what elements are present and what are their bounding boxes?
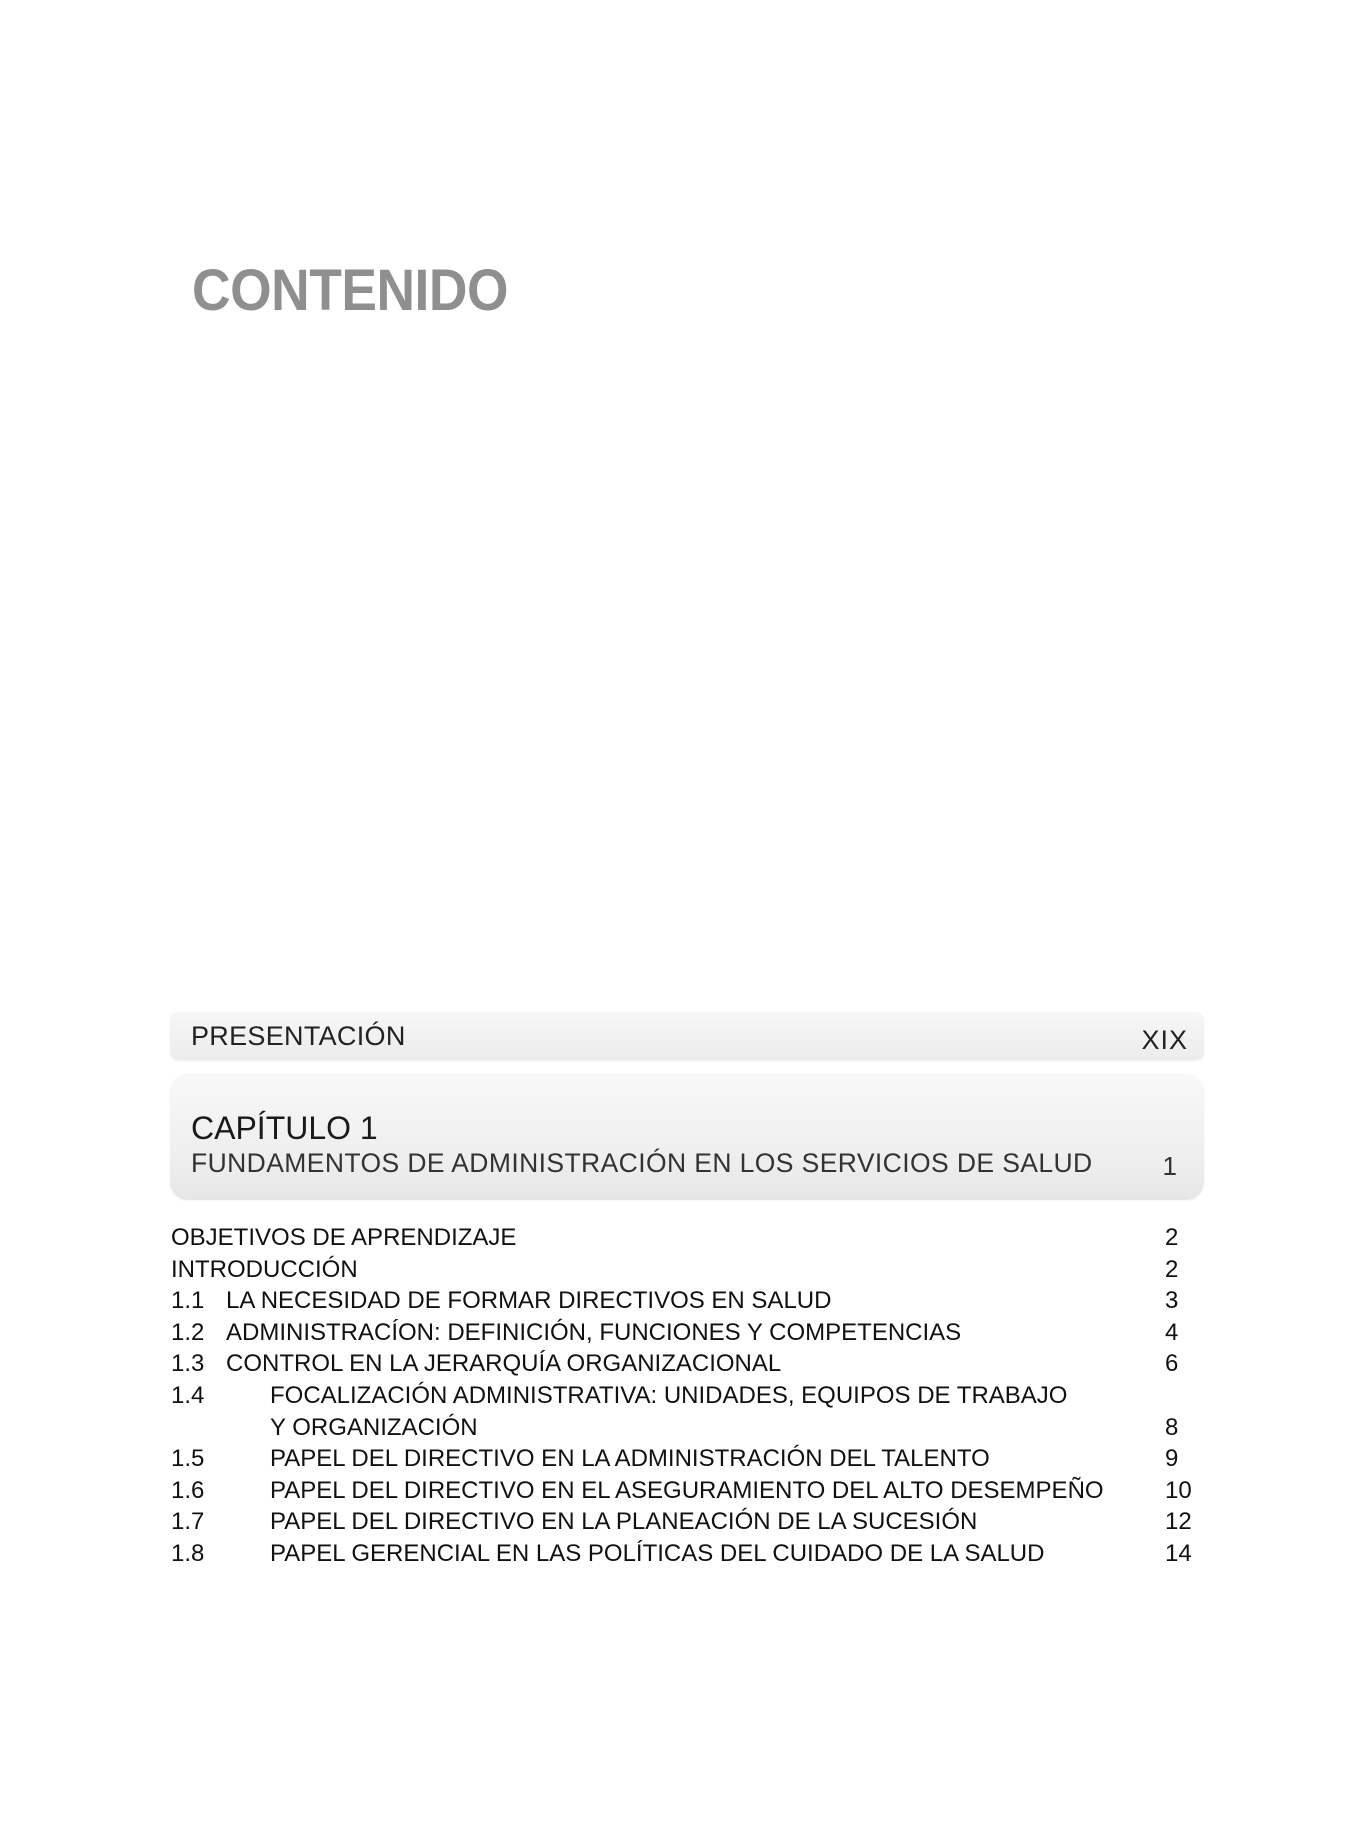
page-title: CONTENIDO bbox=[192, 258, 509, 323]
chapter-title: FUNDAMENTOS DE ADMINISTRACIÓN EN LOS SERVICIOS DE SALUD bbox=[191, 1148, 1093, 1178]
toc-entry-number: 1.5 bbox=[171, 1445, 205, 1473]
toc-entry-page: 3 bbox=[1165, 1287, 1179, 1315]
toc-entry-page: 14 bbox=[1165, 1539, 1192, 1567]
toc-entry-title: PAPEL DEL DIRECTIVO EN LA ADMINISTRACIÓN DEL TALENTO bbox=[270, 1445, 990, 1473]
toc-entry-title-line: FOCALIZACIÓN ADMINISTRATIVA: UNIDADES, EQUIPOS DE TRABAJO bbox=[270, 1381, 1068, 1409]
toc-entry-title: PRESENTACIÓN bbox=[191, 1021, 406, 1051]
toc-entry[interactable] bbox=[171, 1285, 1201, 1317]
toc-entry-number: 1.1 bbox=[171, 1287, 205, 1315]
toc-entry-number: 1.6 bbox=[171, 1476, 205, 1504]
toc-entry-title: PAPEL DEL DIRECTIVO EN EL ASEGURAMIENTO DEL ALTO DESEMPEÑO bbox=[270, 1476, 1104, 1504]
toc-entry[interactable] bbox=[171, 1380, 1201, 1443]
toc-entry-page: 12 bbox=[1165, 1508, 1192, 1536]
toc-entry-number: 1.3 bbox=[171, 1350, 205, 1378]
table-of-contents bbox=[171, 1222, 1201, 1570]
toc-entry-page: 8 bbox=[1165, 1413, 1179, 1441]
toc-entry[interactable] bbox=[171, 1538, 1201, 1570]
toc-entry[interactable] bbox=[171, 1317, 1201, 1349]
toc-entry-page: 4 bbox=[1165, 1318, 1179, 1346]
toc-entry-number: 1.8 bbox=[171, 1539, 205, 1567]
toc-entry-title: INTRODUCCIÓN bbox=[171, 1255, 358, 1283]
toc-entry-page: 6 bbox=[1165, 1350, 1179, 1378]
toc-entry-number: 1.7 bbox=[171, 1508, 205, 1536]
toc-entry-title: ADMINISTRACÍON: DEFINICIÓN, FUNCIONES Y COMPETENCIAS bbox=[226, 1318, 962, 1346]
toc-entry-title bbox=[270, 1380, 1130, 1443]
toc-entry-page: XIX bbox=[1141, 1025, 1188, 1055]
toc-entry[interactable] bbox=[171, 1254, 1201, 1286]
toc-entry-page: 9 bbox=[1165, 1445, 1179, 1473]
toc-entry-number: 1.4 bbox=[171, 1381, 205, 1409]
chapter-heading[interactable] bbox=[170, 1074, 1204, 1200]
toc-entry[interactable] bbox=[171, 1348, 1201, 1380]
toc-entry-page: 2 bbox=[1165, 1224, 1179, 1251]
toc-entry-presentacion[interactable] bbox=[170, 1012, 1204, 1060]
toc-entry-page: 2 bbox=[1165, 1255, 1179, 1283]
chapter-page: 1 bbox=[1162, 1151, 1177, 1181]
toc-entry-title: PAPEL GERENCIAL EN LAS POLÍTICAS DEL CUIDADO DE LA SALUD bbox=[270, 1539, 1045, 1567]
toc-entry-title-line: Y ORGANIZACIÓN bbox=[270, 1413, 478, 1441]
toc-entry[interactable] bbox=[171, 1222, 1201, 1254]
toc-entry-number: 1.2 bbox=[171, 1318, 205, 1346]
toc-entry-page: 10 bbox=[1165, 1476, 1192, 1504]
toc-entry[interactable] bbox=[171, 1506, 1201, 1538]
toc-entry[interactable] bbox=[171, 1475, 1201, 1507]
toc-entry-title: PAPEL DEL DIRECTIVO EN LA PLANEACIÓN DE LA SUCESIÓN bbox=[270, 1508, 978, 1536]
toc-entry-title: OBJETIVOS DE APRENDIZAJE bbox=[171, 1224, 517, 1251]
toc-entry-title: LA NECESIDAD DE FORMAR DIRECTIVOS EN SALUD bbox=[226, 1287, 832, 1315]
toc-entry[interactable] bbox=[171, 1443, 1201, 1475]
toc-entry-title: CONTROL EN LA JERARQUÍA ORGANIZACIONAL bbox=[226, 1350, 782, 1378]
chapter-number: CAPÍTULO 1 bbox=[191, 1110, 378, 1146]
